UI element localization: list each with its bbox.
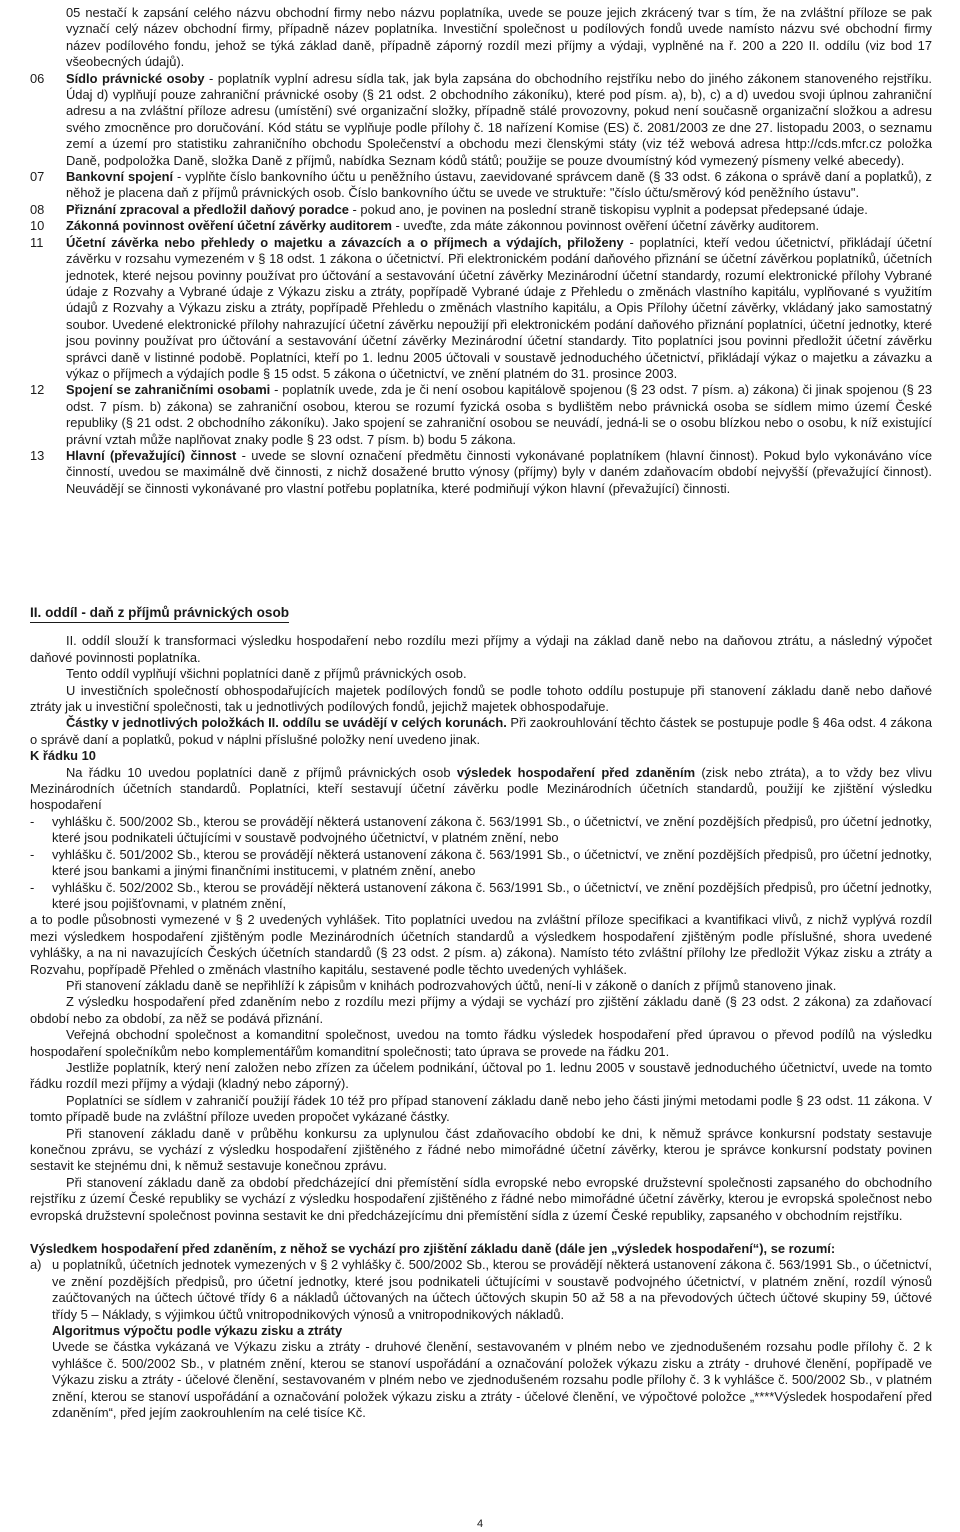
item-number: 12 <box>30 382 45 398</box>
item-heading: Účetní závěrka nebo přehledy o majetku a závazcích a o příjmech a výdajích, přiloženy <box>66 234 624 250</box>
paragraph: a to podle působnosti vymezené v § 2 uvedených vyhlášek. Tito poplatníci uvedou na zvláštní příloze specifikaci a kvantifikaci vlivů, z nichž vyplývá rozdíl mezi výsledkem hospodaření zjištěným podle Mezinárodních účetních standardů a výsledkem hospodaření zjištěným podle příslušné, shora uvedené vyhlášky, a na ni navazujících Českých účetních standardů (§ 23 odst. 2 písm. a) zákona). Namísto této zvláštní přílohy lze předložit Výkaz zisku a ztráty a Rozvahu, popřípadě Přehled o změnách vlastního kapitálu, sestavené podle těchto uvedených vyhlášek. <box>30 912 932 977</box>
item-text: - poplatník uvede, zda je či není osobou kapitálově spojenou (§ 23 odst. 7 písm. a) zákona) či jinak spojenou (§ 23 odst. 7 písm. b) zákona) se zahraniční osobou, kterou se rozumí fyzická osoba s bydlištěm nebo právnická osoba se sídlem mimo území České republiky (§ 21 odst. 2 obchodního zákoníku). Jako spojení se zahraniční osobou se neuvádí, jedná-li se o osobu blízkou nebo o osobu, k níž existující právní vztah může naplňovat znaky podle § 23 odst. 7 písm. b) bodu 5 zákona. <box>66 382 932 447</box>
item-10 <box>30 218 932 234</box>
item-06 <box>30 71 932 169</box>
paragraph: II. oddíl slouží k transformaci výsledku hospodaření nebo rozdílu mezi příjmy a výdaji na základ daně nebo na daňovou ztrátu, a následný výpočet daňové povinnosti poplatníka. <box>30 633 932 665</box>
subheading: Výsledkem hospodaření před zdaněním, z něhož se vychází pro zjištění základu daně (dále jen „výsledek hospodaření“), se rozumí: <box>30 1241 836 1257</box>
item-11 <box>30 235 932 383</box>
item-heading: Hlavní (převažující) činnost <box>66 447 237 463</box>
paragraph: Veřejná obchodní společnost a komanditní společnost, uvedou na tomto řádku výsledek hospodaření před úpravou o převod podílů na výsledku hospodaření společníkům nebo komplementářům komanditní společnosti; tato úprava se provede na řádku 201. <box>30 1027 932 1059</box>
item-text: - pokud ano, je povinen na poslední straně tiskopisu vyplnit a podepsat předepsané údaje. <box>348 201 868 217</box>
paragraph: Z výsledku hospodaření před zdaněním nebo z rozdílu mezi příjmy a výdaji se vychází pro zjištění základu daně (§ 23 odst. 2 zákona) za zdaňovací období nebo za období, za něž se podává přiznání. <box>30 994 932 1026</box>
paragraph: Poplatníci se sídlem v zahraničí použijí řádek 10 též pro případ stanovení základu daně nebo jeho části jinými metodami podle § 23 odst. 11 zákona. V tomto případě bude na zvláštní příloze uveden propočet vykázané částky. <box>30 1092 932 1125</box>
item-07 <box>30 169 932 202</box>
item-05 <box>30 5 932 71</box>
item-heading: Zákonná povinnost ověření účetní závěrky auditorem <box>66 218 392 234</box>
item-number: 10 <box>30 218 45 234</box>
paragraph: Při stanovení základu daně za období předcházející dni přemístění sídla evropské nebo evropské družstevní společnosti zapsaného do obchodního rejstříku z území České republiky se vychází z výsledku hospodaření zjištěného z řádné nebo mimořádné účetní závěrky, kterou je evropská společnost nebo evropská družstevní společnost povinna sestavit ke dni předcházejícímu dni přemístění sídla z území České republiky, zapsaného v obchodním rejstříku. <box>30 1174 932 1223</box>
paragraph: Tento oddíl vyplňují všichni poplatníci daně z příjmů právnických osob. <box>66 666 467 682</box>
paragraph: U investičních společností obhospodařujících majetek podílových fondů se podle tohoto oddílu postupuje při stanovení základu daně nebo daňové ztráty jak u investiční společnosti, tak u jednotlivých podílových fondů, jejichž majetek obhospodařuje. <box>30 682 932 715</box>
item-text: 05 nestačí k zapsání celého názvu obchodní firmy nebo názvu poplatníka, uvede se pouze jejich zkrácený tvar s tím, že na zvláštní příloze se pak vyznačí celý název obchodní firmy, případně název poplatníka. Investiční společnost u podílových fondů uvede namísto názvu své obchodní firmy název podílového fondu, jehož se týká základ daně, případně záporný rozdíl mezi příjmy a výdaji, vyplněné na ř. 200 a 220 II. oddílu (viz bod 17 všeobecných údajů). <box>66 5 932 70</box>
item-number: 13 <box>30 447 45 463</box>
item-heading: Přiznání zpracoval a předložil daňový poradce <box>66 201 349 217</box>
item-heading: Sídlo právnické osoby <box>66 70 205 86</box>
item-text: - vyplňte číslo bankovního účtu u peněžního ústavu, zaevidované správcem daně (§ 33 odst. 6 zákona o správě daní a poplatků), z něhož je placena daň z příjmů právnických osob. Číslo bankovního účtu se uvede ve struktuře: "číslo účtu/směrový kód peněžního ústavu". <box>66 169 932 201</box>
item-number: 11 <box>30 234 44 250</box>
paragraph: Při stanovení základu daně v průběhu konkursu za uplynulou část zdaňovacího období ke dni, k němuž správce konkursní podstaty sestavuje konečnou zprávu, se vychází z výsledku hospodaření zjištěného z řádné nebo mimořádné účetní závěrky, kterou je správce konkursní podstaty povinen sestavit ke stejnému dni, k němuž sestavuje konečnou zprávu. <box>30 1125 932 1174</box>
subheading: K řádku 10 <box>30 748 96 764</box>
item-13 <box>30 448 932 497</box>
paragraph: Jestliže poplatník, který není založen nebo zřízen za účelem podnikání, účtoval po 1. lednu 2005 v soustavě jednoduchého účetnictví, uvede na tomto řádku rozdíl mezi příjmy a výdaji (kladný nebo záporný). <box>30 1059 932 1092</box>
section-title: II. oddíl - daň z příjmů právnických osob <box>30 605 289 623</box>
item-text: - uvede se slovní označení předmětu činnosti vykonávané poplatníkem (hlavní činnost). Pokud bylo vykonáváno více činností, uvedou se maximálně dvě činnosti, z nichž dosažené brutto výnosy (příjmy) byly v daném zdaňovacím období nejvyšší (převažující činnost). Neuvádějí se činnosti vykonávané pro vlastní potřebu poplatníka, které podmiňují výkon hlavní (převažující) činnosti. <box>66 447 932 496</box>
page-number: 4 <box>476 1518 484 1530</box>
bold-text: Částky v jednotlivých položkách II. oddílu se uvádějí v celých korunách. <box>66 715 507 731</box>
item-number: 06 <box>30 70 45 86</box>
list-item: - vyhlášku č. 500/2002 Sb., kterou se provádějí některá ustanovení zákona č. 563/1991 Sb., o účetnictví, ve znění pozdějších předpisů, pro účetní jednotky, které jsou podnikateli účtujícími v soustavě podvojného účetnictví, v platném znění, nebo <box>30 813 932 846</box>
section-2 <box>30 605 932 1422</box>
item-heading: Spojení se zahraničními osobami <box>66 382 271 398</box>
item-heading: Bankovní spojení <box>66 169 174 185</box>
item-08 <box>30 202 932 218</box>
list-item: - vyhlášku č. 502/2002 Sb., kterou se provádějí některá ustanovení zákona č. 563/1991 Sb., o účetnictví, ve znění pozdějších předpisů, pro účetní jednotky, které jsou pojišťovnami, v platném znění, <box>30 879 932 911</box>
subheading: Algoritmus výpočtu podle výkazu zisku a ztráty <box>52 1323 343 1339</box>
item-number: 07 <box>30 169 45 185</box>
item-text: - poplatník vyplní adresu sídla tak, jak byla zapsána do obchodního rejstříku nebo do jiného zákonem stanoveného rejstříku. Údaj d) vyplňují pouze zahraniční právnické osoby (§ 21 odst. 2 obchodního zákoníku), které pod písm. a), b), c) a d) uvedou svoji úplnou zahraniční adresu a na zvláštní příloze adresu (umístění) své organizační složky, případně stálé provozovny, pokud není současně organizační složkou a adresu svého zmocněnce pro doručování. Kód státu se vyplňuje podle přílohy č. 18 nařízení Komise (ES) č. 2081/2003 ze dne 27. listopadu 2003, o seznamu zemí a území pro statistiku zahraničního obchodu Společenství a obchodu mezi členskými státy (viz též webová adresa http://cds.mfcr.cz položka Daně, podpoložka Daně, složka Daně z příjmů, nabídka Seznam kódů států; použije se pouze dvoumístný kód vymezený písmeny velké abecedy). <box>66 70 932 168</box>
list-item: - vyhlášku č. 501/2002 Sb., kterou se provádějí některá ustanovení zákona č. 563/1991 Sb., o účetnictví, ve znění pozdějších předpisů, pro účetní jednotky, které jsou bankami a jinými finančními institucemi, v platném znění, anebo <box>30 846 932 879</box>
items-list <box>30 5 932 497</box>
item-12 <box>30 382 932 448</box>
item-number: 08 <box>30 201 45 217</box>
paragraph: Na řádku 10 uvedou poplatníci daně z příjmů právnických osob výsledek hospodaření před zdaněním (zisk nebo ztráta), a to vždy bez vlivu Mezinárodních účetních standardů. Poplatníci, kteří sestavují účetní závěrku podle Mezinárodních účetních standardů, použijí ke zjištění výsledku hospodaření <box>30 764 932 813</box>
paragraph: Při stanovení základu daně se nepřihlíží k zápisům v knihách podrozvahových účtů, není-li v zákoně o daních z příjmů stanoveno jinak. <box>66 977 837 993</box>
paragraph: Částky v jednotlivých položkách II. oddílu se uvádějí v celých korunách. Při zaokrouhlování těchto částek se postupuje podle § 46a odst. 4 zákona o správě daní a poplatků, pokud v náplni příslušné položky není uvedeno jinak. <box>30 715 932 747</box>
list-item: a) u poplatníků, účetních jednotek vymezených v § 2 vyhlášky č. 500/2002 Sb., kterou se provádějí některá ustanovení zákona č. 563/1991 Sb., o účetnictví, ve znění pozdějších předpisů, pro účetní jednotky, které jsou podnikateli účtujícími v soustavě podvojného účetnictví, v platném znění, rozdíl výnosů zaúčtovaných na účtech účtové třídy 6 a nákladů účtovaných na účtech účtových skupin 50 až 58 a na převodových účtech účtové skupiny 59, účtové třídy 5 – Náklady, s výjimkou účtů vnitropodnikových výnosů a vnitropodnikových nákladů. <box>30 1257 932 1322</box>
item-text: - uveďte, zda máte zákonnou povinnost ověření účetní závěrky auditorem. <box>391 218 820 234</box>
item-text: - poplatníci, kteří vedou účetnictví, přikládají účetní závěrku v rozsahu vymezeném v § 18 odst. 1 zákona o účetnictví. Při elektronickém podání daňového přiznání se účetní závěrkou poplatníků, účetních jednotek, které nejsou povinny používat pro účtování a sestavování účetní závěrky Mezinárodní účetní standardy, rozumí elektronické přílohy Vybrané údaje z Rozvahy a Vybrané údaje z Výkazu zisku a ztráty, popřípadě Vybrané údaje z Přehledu o změnách vlastního kapitálu, vyplňované s využitím údajů z Rozvahy a Výkazu zisku a ztráty, popřípadě Přehledu o změnách vlastního kapitálu, a Opis Přílohy účetní závěrky, vkládaný jako samostatný soubor. Uvedené elektronické přílohy nahrazující účetní závěrku nepoužijí při elektronickém podání daňového přiznání poplatníci, účetní jednotky, které jsou povinny používat pro účtování a sestavování účetní závěrky Mezinárodní účetní standardy. Tito poplatníci jsou povinni předložit účetní závěrku správci daně v listinné podobě. Poplatníci, kteří po 1. lednu 2005 účtovali v soustavě jednoduchého účetnictví, přikládají výkaz o majetku a závazku a výkaz o příjmech a výdajích podle § 15 odst. 5 zákona o účetnictví, ve znění platném do 31. prosince 2003. <box>66 234 932 381</box>
paragraph: Uvede se částka vykázaná ve Výkazu zisku a ztráty - druhové členění, sestavovaném v plném nebo ve zjednodušeném rozsahu podle přílohy č. 2 k vyhlášce č. 500/2002 Sb., v platném znění, kterou se stanoví uspořádání a označování položek výkazu zisku a ztráty - druhové členění, popřípadě ve Výkazu zisku a ztráty - účelové členění, sestavovaném v plném nebo ve zjednodušeném rozsahu podle přílohy č. 3 k vyhlášce č. 500/2002 Sb., v platném znění, kterou se stanoví uspořádání a označování položek výkazu zisku a ztráty - účelové členění, ve výpočtové položce „****Výsledek hospodaření před zdaněním“, před jejím zaokrouhlením na celé tisíce Kč. <box>52 1339 932 1421</box>
